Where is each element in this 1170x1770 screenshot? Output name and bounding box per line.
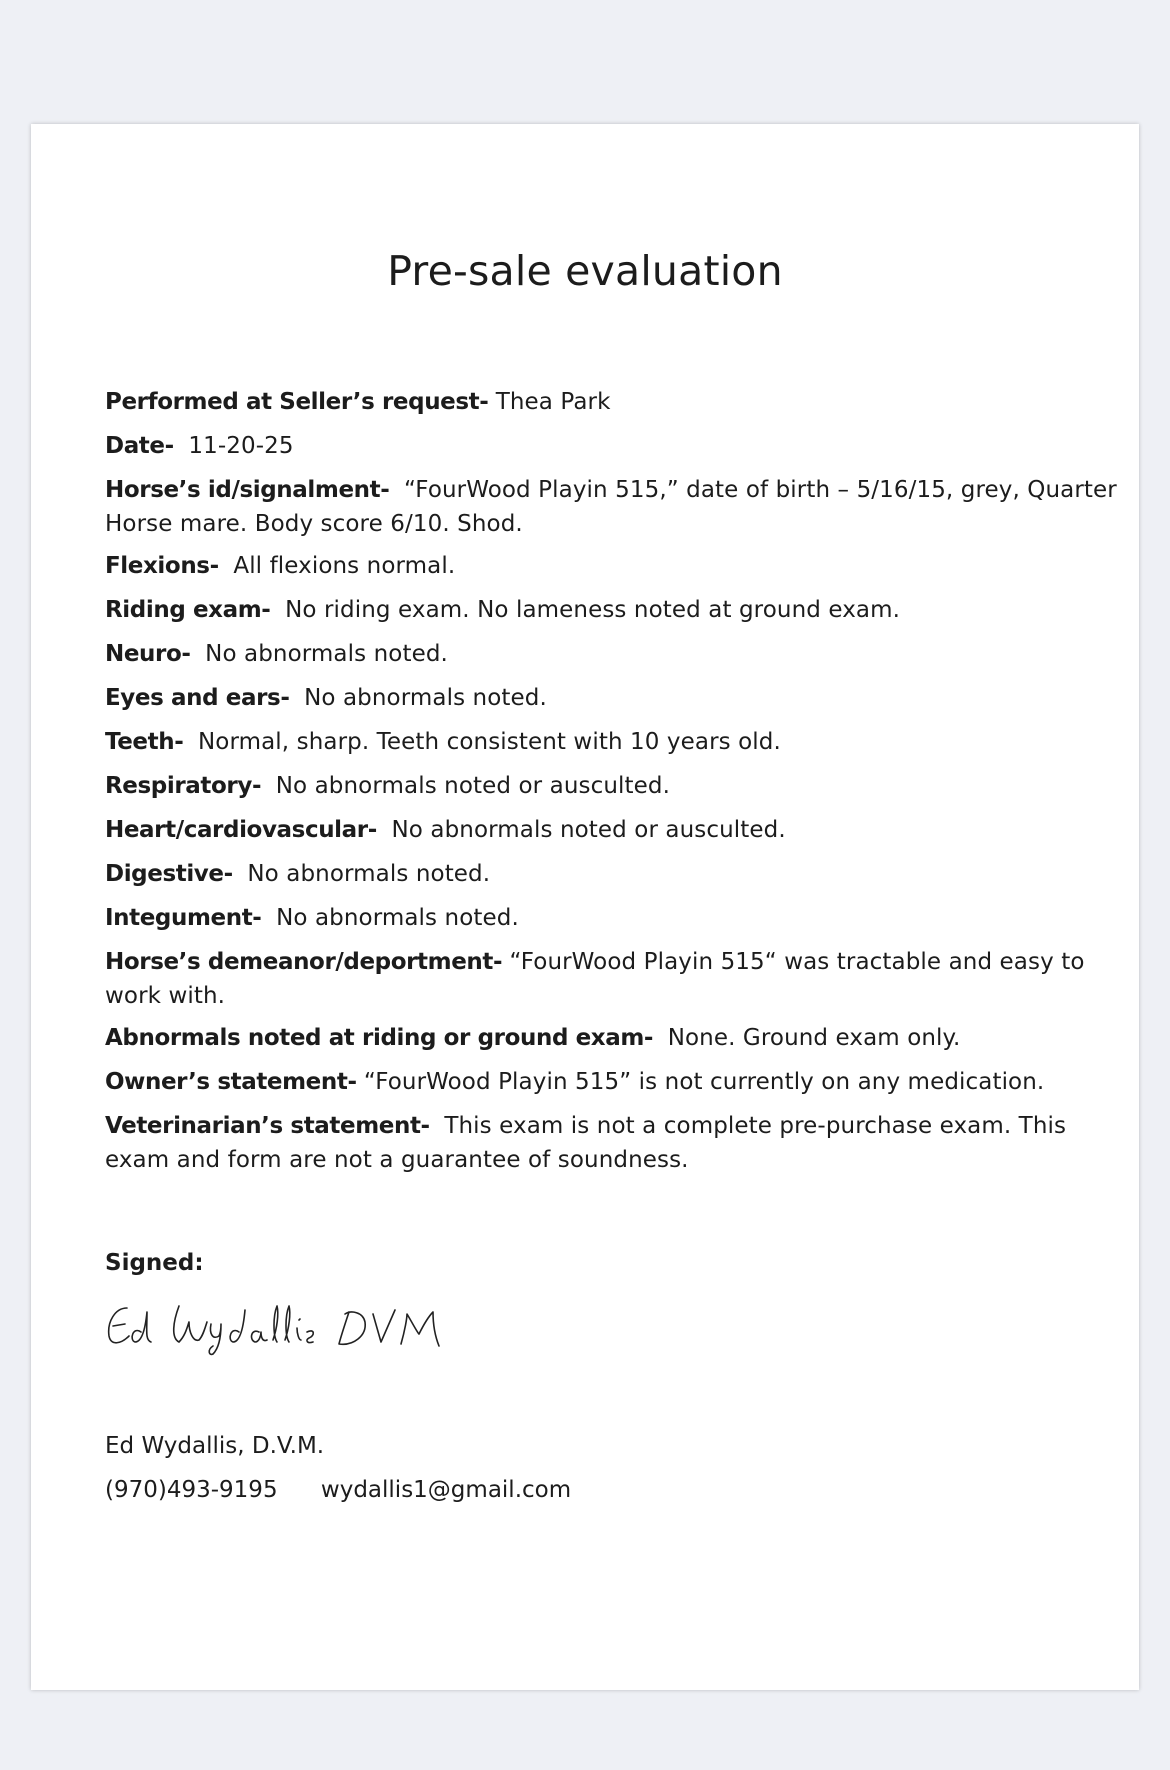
- handwritten-signature: [101, 1292, 501, 1362]
- field-value: “FourWood Playin 515” is not currently on any medication.: [363, 1069, 1045, 1095]
- field-label: Riding exam-: [105, 597, 271, 623]
- field-value: Normal, sharp. Teeth consistent with 10 years old.: [197, 729, 781, 755]
- field-label: Respiratory-: [105, 773, 262, 799]
- field-value: No abnormals noted.: [304, 685, 547, 711]
- field-sellers-request: [105, 385, 1127, 419]
- field-label: Flexions-: [105, 553, 219, 579]
- vet-contact: [105, 1424, 571, 1512]
- field-riding-exam: [105, 593, 1127, 627]
- field-label: Neuro-: [105, 641, 191, 667]
- field-value: No abnormals noted or ausculted.: [391, 817, 786, 843]
- field-owners-statement: [105, 1065, 1127, 1099]
- field-cardiovascular: [105, 813, 1127, 847]
- field-label: Horse’s id/signalment-: [105, 477, 390, 503]
- field-date: [105, 429, 1127, 463]
- field-value: No abnormals noted.: [247, 861, 491, 887]
- field-value: No riding exam. No lameness noted at ground exam.: [285, 597, 901, 623]
- field-label: Veterinarian’s statement-: [105, 1113, 430, 1139]
- field-abnormals: [105, 1021, 1127, 1055]
- field-value: “FourWood Playin 515“ was tractable and easy to work with.: [105, 949, 1085, 1009]
- contact-row: [105, 1468, 571, 1512]
- field-neuro: [105, 637, 1127, 671]
- signed-label: Signed:: [105, 1250, 204, 1276]
- field-label: Abnormals noted at riding or ground exam-: [105, 1025, 654, 1051]
- field-label: Digestive-: [105, 861, 233, 887]
- vet-name: Ed Wydallis, D.V.M.: [105, 1433, 325, 1459]
- field-value: This exam is not a complete pre-purchase exam. This exam and form are not a guarantee of soundness.: [105, 1113, 1067, 1173]
- field-label: Date-: [105, 433, 174, 459]
- field-value: No abnormals noted.: [276, 905, 519, 931]
- field-value: No abnormals noted or ausculted.: [275, 773, 670, 799]
- field-integument: [105, 901, 1127, 935]
- document-title: Pre-sale evaluation: [387, 247, 783, 295]
- field-value: All flexions normal.: [233, 553, 456, 579]
- field-label: Integument-: [105, 905, 262, 931]
- field-vets-statement: [105, 1109, 1127, 1177]
- field-label: Horse’s demeanor/deportment-: [105, 949, 503, 975]
- evaluation-fields: [105, 385, 1127, 1187]
- field-eyes-ears: [105, 681, 1127, 715]
- field-teeth: [105, 725, 1127, 759]
- signature-image: [101, 1292, 501, 1362]
- email-address: wydallis1@gmail.com: [320, 1477, 572, 1503]
- field-demeanor: [105, 945, 1127, 1013]
- field-signalment: [105, 473, 1127, 541]
- field-flexions: [105, 549, 1127, 583]
- document-page: [31, 124, 1139, 1690]
- field-digestive: [105, 857, 1127, 891]
- field-label: Teeth-: [105, 729, 184, 755]
- field-value: 11-20-25: [188, 433, 294, 459]
- field-label: Heart/cardiovascular-: [105, 817, 377, 843]
- field-value: No abnormals noted.: [205, 641, 448, 667]
- field-label: Eyes and ears-: [105, 685, 290, 711]
- field-label: Owner’s statement-: [105, 1069, 357, 1095]
- field-value: “FourWood Playin 515,” date of birth – 5/16/15, grey, Quarter Horse mare. Body score 6/10. Shod.: [105, 477, 1117, 537]
- field-value: None. Ground exam only.: [667, 1025, 961, 1051]
- field-label: Performed at Seller’s request-: [105, 389, 489, 415]
- field-respiratory: [105, 769, 1127, 803]
- phone-number: (970)493-9195: [105, 1477, 278, 1503]
- field-value: Thea Park: [495, 389, 611, 415]
